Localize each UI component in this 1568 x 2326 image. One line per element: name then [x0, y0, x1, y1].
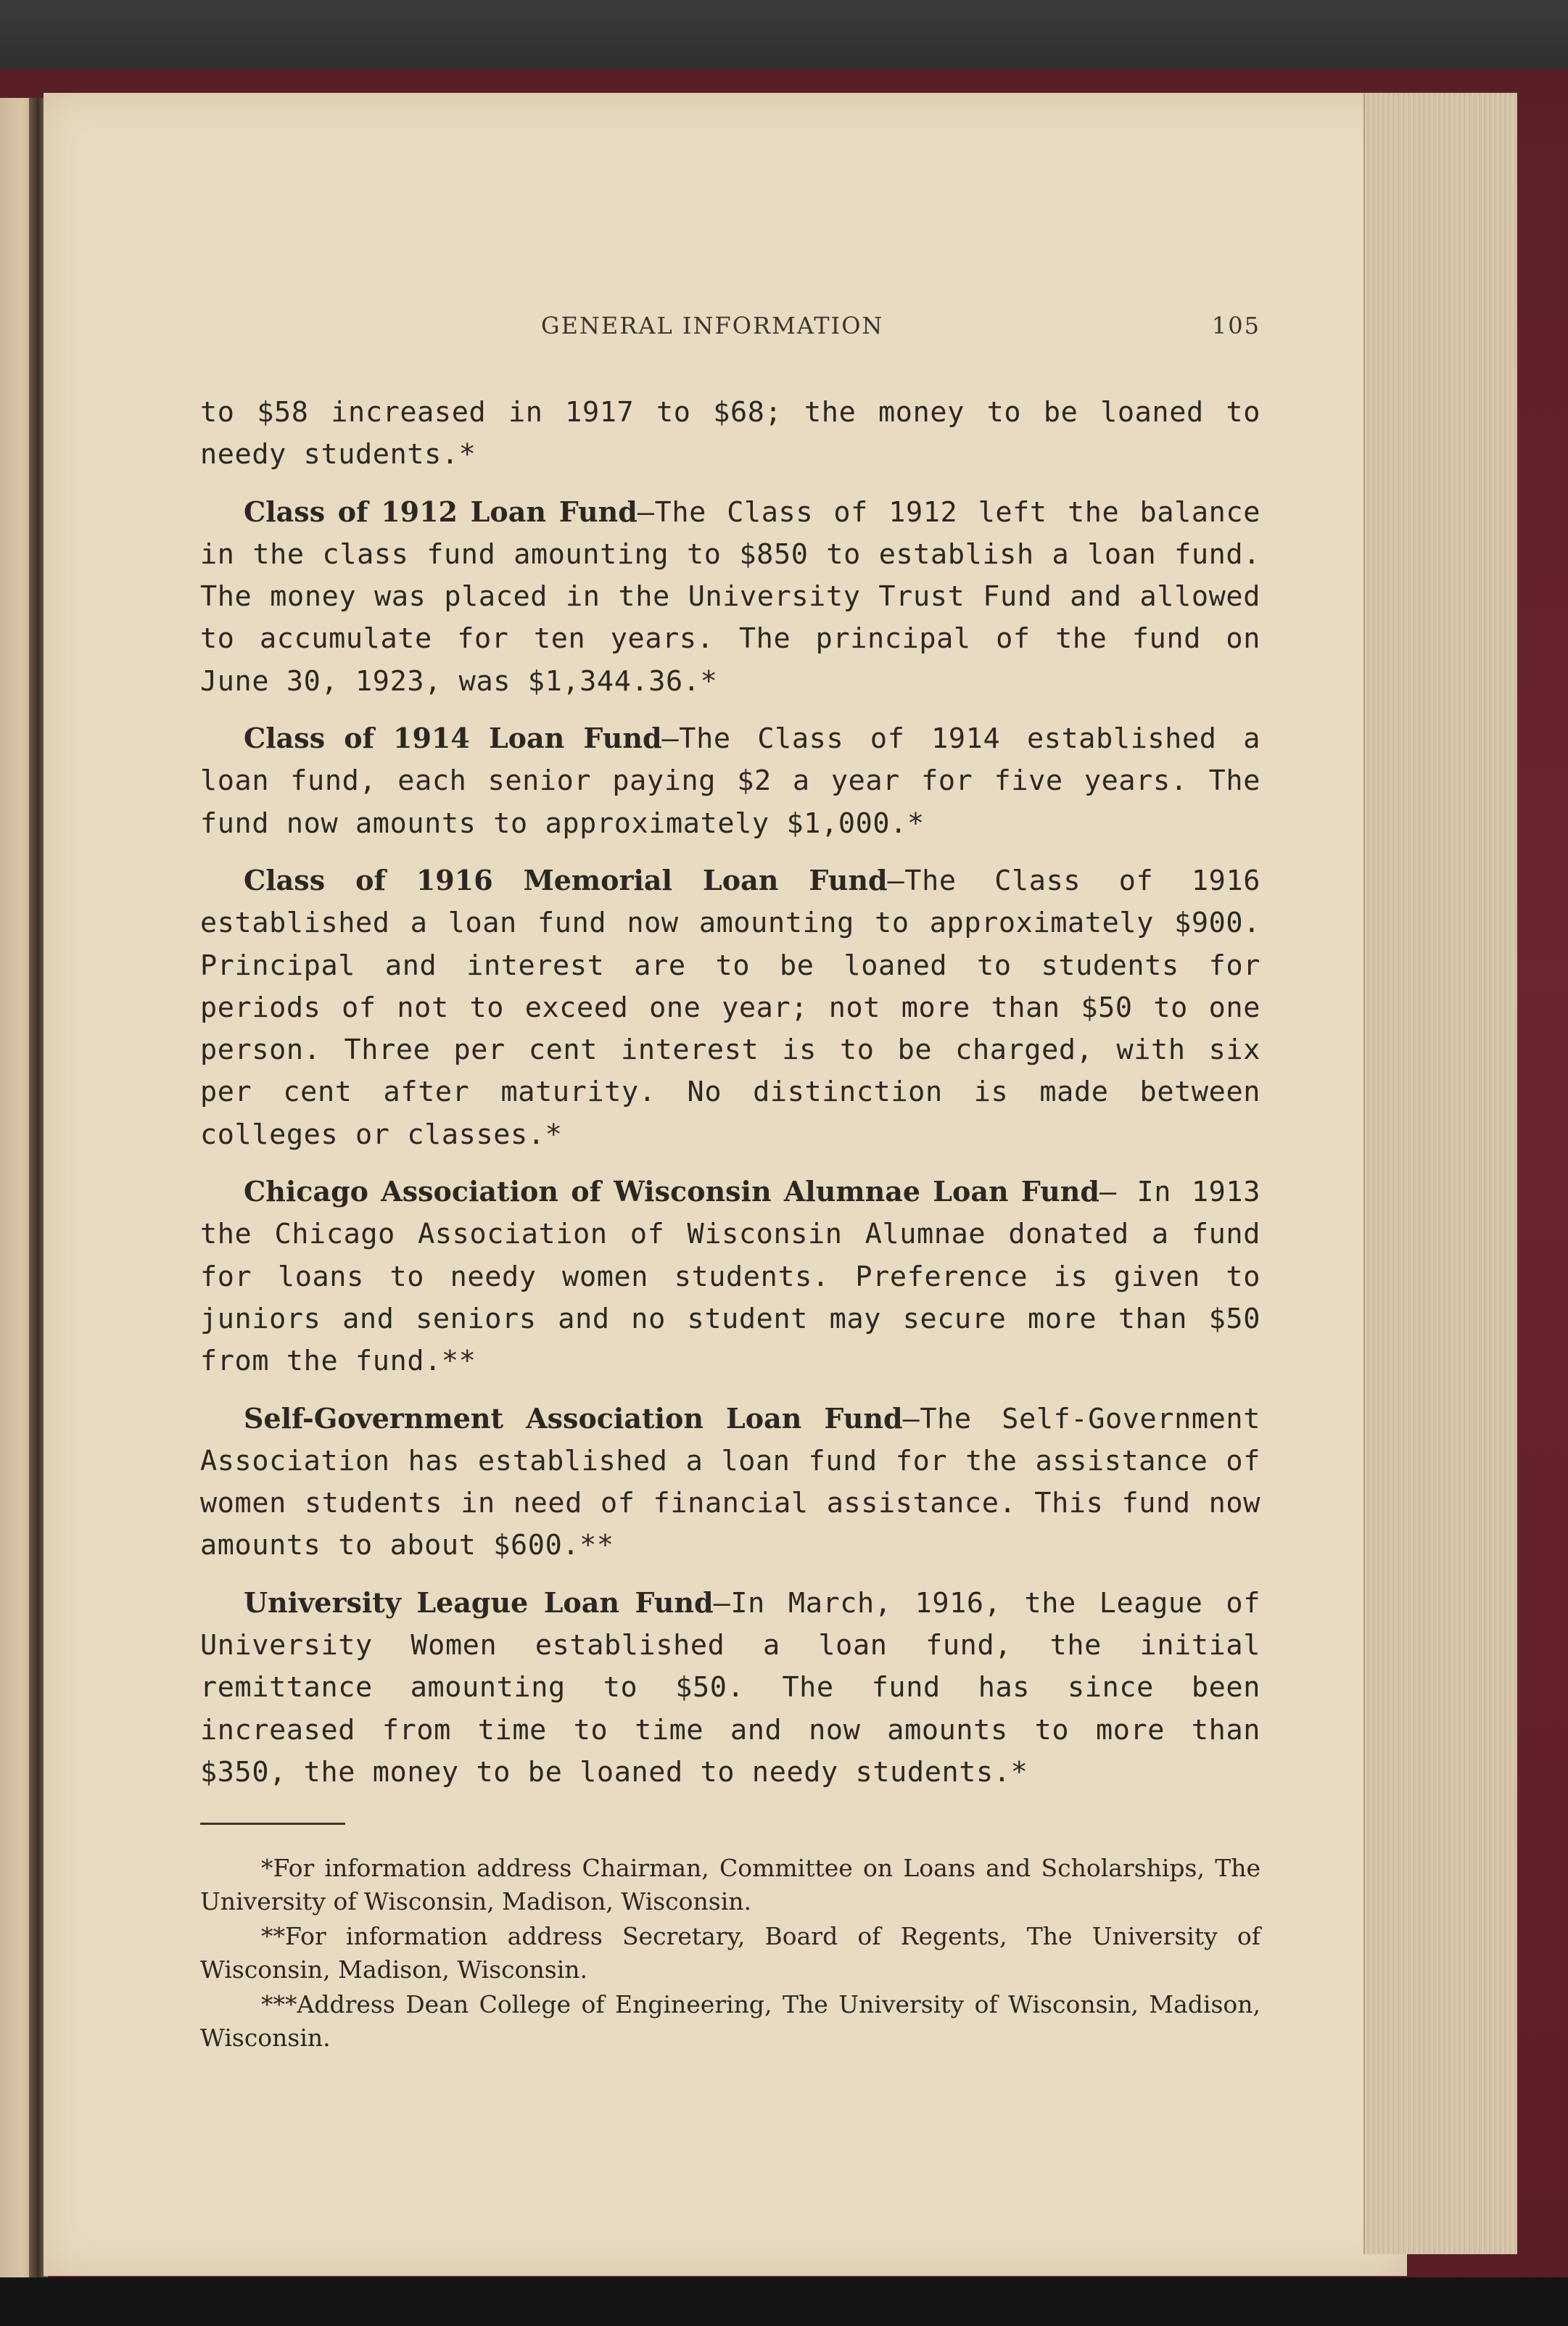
- footnote: *For information address Chairman, Committee on Loans and Scholarships, The University of Wisconsin, Madison, Wisconsin.: [200, 1854, 1260, 1915]
- paragraph-text: — In 1913 the Chicago Association of Wisconsin Alumnae donated a fund for loans to needy women students. Preference is given to juniors and seniors and no student may secure more than $50 from the fund.**: [200, 1176, 1260, 1378]
- paragraph: [200, 392, 1260, 477]
- page-edges: [1363, 93, 1517, 2254]
- footnote: ***Address Dean College of Engineering, The University of Wisconsin, Madison, Wisconsin.: [200, 1990, 1260, 2052]
- paragraph-text: —In March, 1916, the League of University Women established a loan fund, the initial remittance amounting to $50. The fund has since been increased from time to time and now amounts to more than $350, the money to be loaned to needy students.*: [200, 1586, 1260, 1789]
- body-text: [200, 392, 1260, 1808]
- paragraph-heading: Self-Government Association Loan Fund: [244, 1401, 903, 1435]
- footnote: **For information address Secretary, Board of Regents, The University of Wisconsin, Madison, Wisconsin.: [200, 1922, 1260, 1984]
- paragraph-text: —The Class of 1916 established a loan fund now amounting to approximately $900. Principal and interest are to be loaned to students for periods of not to exceed one year; not more than $50 to one person. Three per cent interest is to be charged, with six per cent after maturity. No distinction is made between colleges or classes.*: [200, 864, 1260, 1151]
- paragraph: [200, 1171, 1260, 1382]
- paragraph-text: to $58 increased in 1917 to $68; the money to be loaned to needy students.*: [200, 396, 1260, 471]
- bottom-shadow: [0, 2277, 1568, 2326]
- footnote-rule: [200, 1823, 345, 1825]
- paragraph: [200, 859, 1260, 1156]
- paragraph-heading: University League Loan Fund: [244, 1585, 714, 1619]
- paragraph-text: —The Self-Government Association has established a loan fund for the assistance of women students in need of financial assistance. This fund now amounts to about $600.**: [200, 1402, 1260, 1562]
- running-head: [200, 312, 1260, 348]
- paragraph: [200, 1582, 1260, 1794]
- running-head-title: GENERAL INFORMATION: [541, 312, 884, 339]
- paragraph-heading: Chicago Association of Wisconsin Alumnae Loan Fund: [244, 1175, 1099, 1208]
- page-number: 105: [1211, 312, 1260, 339]
- paragraph: [200, 717, 1260, 845]
- footnotes: [200, 1852, 1260, 2056]
- paragraph: [200, 491, 1260, 703]
- paragraph: [200, 1398, 1260, 1567]
- paragraph-text: —The Class of 1914 established a loan fund, each senior paying $2 a year for five years. The fund now amounts to approximately $1,000.*: [200, 722, 1260, 840]
- paragraph-heading: Class of 1914 Loan Fund: [244, 722, 662, 755]
- paragraph-heading: Class of 1912 Loan Fund: [244, 495, 637, 528]
- paragraph-text: —The Class of 1912 left the balance in the class fund amounting to $850 to establish a loan fund. The money was placed in the University Trust Fund and allowed to accumulate for ten years. The principal of the fund on June 30, 1923, was $1,344.36.*: [200, 495, 1260, 698]
- paragraph-heading: Class of 1916 Memorial Loan Fund: [244, 863, 888, 896]
